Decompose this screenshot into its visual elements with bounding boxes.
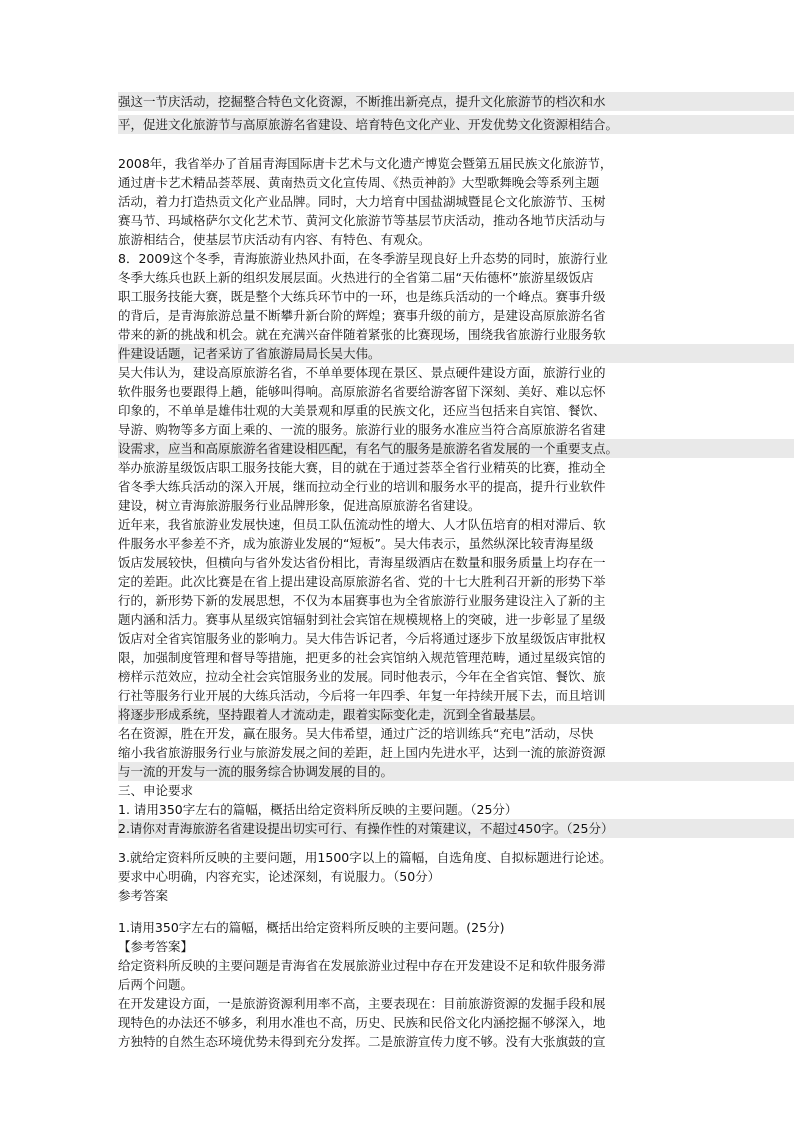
text-line: 软件服务也要跟得上趟，能够叫得响。高原旅游名省要给游客留下深刻、美好、难以忘怀 xyxy=(118,384,606,399)
text-line: 后两个问题。 xyxy=(118,977,194,992)
text-line: 定的差距。此次比赛是在省上提出建设高原旅游名省、党的十七大胜利召开新的形势下举 xyxy=(118,574,606,589)
text-line: 印象的，不单单是雄伟壮观的大美景观和厚重的民族文化，还应当包括来自宾馆、餐饮、 xyxy=(118,403,606,418)
text-line: 举办旅游星级饭店职工服务技能大赛，目的就在于通过荟萃全省行业精英的比赛，推动全 xyxy=(118,460,606,475)
text-line: 饭店对全省宾馆服务业的影响力。吴大伟告诉记者，今后将通过逐步下放星级饭店审批权 xyxy=(118,631,606,646)
text-line: 省冬季大练兵活动的深入开展，继而拉动全行业的培训和服务水平的提高，提升行业软件 xyxy=(118,479,606,494)
text-line: 饭店发展较快，但横向与省外发达省份相比，青海星级酒店在数量和服务质量上均存在一 xyxy=(118,555,606,570)
text-line: 限，加强制度管理和督导等措施，把更多的社会宾馆纳入规范管理范畴，通过星级宾馆的 xyxy=(118,650,606,665)
text-line: 缩小我省旅游服务行业与旅游发展之间的差距，赶上国内先进水平，达到一流的旅游资源 xyxy=(118,745,606,760)
text-line: 赛马节、玛域格萨尔文化艺术节、黄河文化旅游节等基层节庆活动，推动各地节庆活动与 xyxy=(118,213,606,228)
text-line: 冬季大练兵也跃上新的组织发展层面。火热进行的全省第二届“天佑德杯”旅游星级饭店 xyxy=(118,270,594,285)
text-line: 8．2009这个冬季，青海旅游业热风扑面，在冬季游呈现良好上升态势的同时，旅游行业 xyxy=(118,251,608,266)
text-line: 职工服务技能大赛，既是整个大练兵环节中的一环，也是练兵活动的一个峰点。赛事升级 xyxy=(118,289,606,304)
text-line: 在开发建设方面，一是旅游资源利用率不高，主要表现在：目前旅游资源的发掘手段和展 xyxy=(118,996,606,1011)
text-line: 件服务水平参差不齐，成为旅游业发展的“短板”。吴大伟表示，虽然纵深比较青海星级 xyxy=(118,536,594,551)
text-line: 带来的新的挑战和机会。就在充满兴奋伴随着紧张的比赛现场，围绕我省旅游行业服务软 xyxy=(118,327,606,342)
text-line: 榜样示范效应，拉动全社会宾馆服务业的发展。同时他表示，今年在全省宾馆、餐饮、旅 xyxy=(118,669,606,684)
text-line: 要求中心明确，内容充实，论述深刻，有说服力。（50分） xyxy=(118,869,441,884)
text-line: 导游、购物等多方面上乘的、一流的服务。旅游行业的服务水准应当符合高原旅游名省建 xyxy=(118,422,606,437)
text-line: 行社等服务行业开展的大练兵活动，今后将一年四季、年复一年持续开展下去，而且培训 xyxy=(118,688,606,703)
text-line: 建设，树立青海旅游服务行业品牌形象，促进高原旅游名省建设。 xyxy=(118,498,481,513)
section-heading: 三、申论要求 xyxy=(118,783,194,798)
text-line: 近年来，我省旅游业发展快速，但员工队伍流动性的增大、人才队伍培育的相对滞后、软 xyxy=(118,517,606,532)
text-line: 方独特的自然生态环境优势未得到充分发挥。二是旅游宣传力度不够。没有大张旗鼓的宣 xyxy=(118,1034,606,1049)
text-line: 现特色的办法还不够多，利用水准也不高，历史、民族和民俗文化内涵挖掘不够深入，地 xyxy=(118,1015,606,1030)
question-item: 1. 请用350字左右的篇幅，概括出给定资料所反映的主要问题。（25分） xyxy=(118,802,518,817)
question-item: 2.请你对青海旅游名省建设提出切实可行、有操作性的对策建议，不超过450字。（25分） xyxy=(118,819,794,838)
text-line: 旅游相结合，使基层节庆活动有内容、有特色、有观众。 xyxy=(118,232,431,247)
text-line: 设需求，应当和高原旅游名省建设相匹配，有名气的服务是旅游名省发展的一个重要支点。 xyxy=(118,439,794,458)
text-line: 件建设话题，记者采访了省旅游局局长吴大伟。 xyxy=(118,344,794,363)
question-item: 1.请用350字左右的篇幅，概括出给定资料所反映的主要问题。(25分) xyxy=(118,920,505,935)
text-line: 给定资料所反映的主要问题是青海省在发展旅游业过程中存在开发建设不足和软件服务滞 xyxy=(118,958,606,973)
question-item: 3.就给定资料所反映的主要问题，用1500字以上的篇幅，自选角度、自拟标题进行论述。 xyxy=(118,850,612,865)
section-heading: 参考答案 xyxy=(118,888,169,903)
text-line: 通过唐卡艺术精品荟萃展、黄南热贡文化宣传周、《热贡神韵》大型歌舞晚会等系列主题 xyxy=(118,175,600,190)
text-line: 强这一节庆活动，挖掘整合特色文化资源，不断推出新亮点，提升文化旅游节的档次和水 xyxy=(118,92,794,111)
text-line: 平，促进文化旅游节与高原旅游名省建设、培育特色文化产业、开发优势文化资源相结合。 xyxy=(118,115,794,134)
text-line: 将逐步形成系统，坚持跟着人才流动走，跟着实际变化走，沉到全省最基层。 xyxy=(118,705,794,724)
section-heading: 【参考答案】 xyxy=(118,939,194,954)
text-line: 行的，新形势下新的发展思想，不仅为本届赛事也为全省旅游行业服务建设注入了新的主 xyxy=(118,593,606,608)
text-line: 与一流的开发与一流的服务综合协调发展的目的。 xyxy=(118,762,794,781)
text-line: 名在资源，胜在开发，赢在服务。吴大伟希望，通过广泛的培训练兵“充电”活动，尽快 xyxy=(118,726,594,741)
text-line: 活动，着力打造热贡文化产业品牌。同时，大力培育中国盐湖城暨昆仑文化旅游节、玉树 xyxy=(118,194,606,209)
text-line: 的背后，是青海旅游总量不断攀升新台阶的辉煌；赛事升级的前方，是建设高原旅游名省 xyxy=(118,308,606,323)
text-line: 吴大伟认为，建设高原旅游名省，不单单要体现在景区、景点硬件建设方面，旅游行业的 xyxy=(118,365,606,380)
text-line: 题内涵和活力。赛事从星级宾馆辐射到社会宾馆在规模规格上的突破，进一步彰显了星级 xyxy=(118,612,606,627)
text-line: 2008年，我省举办了首届青海国际唐卡艺术与文化遗产博览会暨第五届民族文化旅游节， xyxy=(118,156,613,171)
